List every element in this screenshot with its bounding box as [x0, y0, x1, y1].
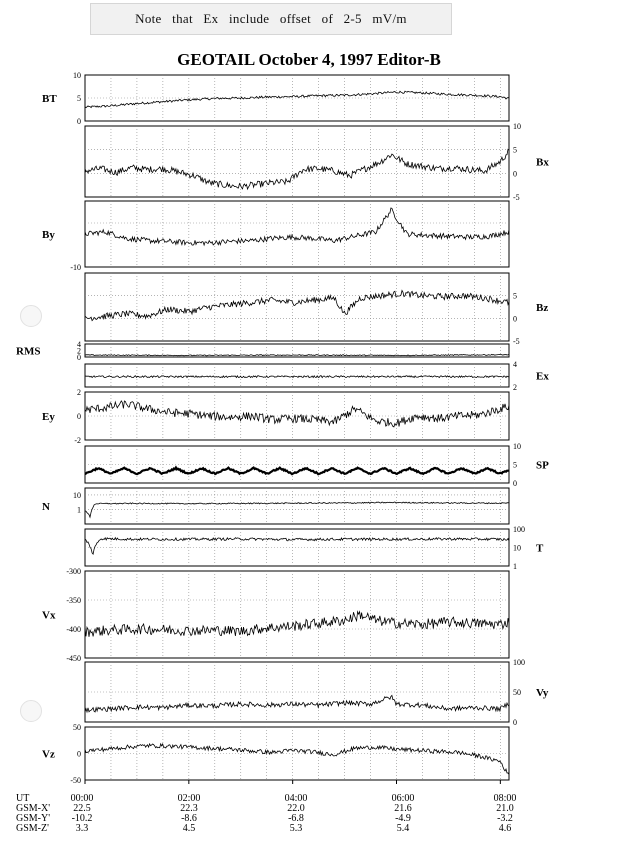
tick-label-bt: 5: [77, 94, 81, 103]
footer-gsm-y: -4.9: [395, 813, 411, 824]
footer-gsm-z: 4.6: [498, 823, 512, 834]
tick-label-ey: -2: [74, 436, 81, 445]
footer-gsm-z: 3.3: [75, 823, 89, 834]
tick-label-bt: 0: [77, 117, 81, 126]
footer-ut: 00:00: [70, 793, 94, 804]
footer-gsm-z: 5.4: [396, 823, 410, 834]
tick-label-rms: 4: [77, 340, 81, 349]
panel-label-ey: Ey: [42, 411, 55, 423]
tick-label-vx: -450: [66, 654, 81, 663]
footer-gsm-x: 22.5: [73, 803, 91, 814]
tick-label-bt: 10: [73, 71, 81, 80]
tick-label-rms: 2: [77, 346, 81, 356]
tick-label-ex: 4: [513, 360, 517, 369]
footer-label-gsm-x: GSM-X': [16, 803, 51, 814]
series-line-sp: [85, 468, 509, 475]
footer-label-ut: UT: [16, 793, 30, 804]
tick-label-bz: 5: [513, 291, 517, 301]
tick-label-bx: 0: [513, 169, 517, 179]
footer-gsm-y: -6.8: [288, 813, 304, 824]
footer-ut: 08:00: [493, 793, 517, 804]
tick-label-sp: 10: [513, 442, 521, 451]
tick-label-vz: 0: [77, 749, 81, 759]
tick-label-bx: 10: [513, 122, 521, 131]
series-line-by: [85, 208, 509, 245]
tick-label-bz: -5: [513, 337, 520, 346]
footer-column-1: [164, 794, 214, 834]
tick-label-by: -10: [70, 263, 81, 272]
footer-ut: 06:00: [391, 793, 415, 804]
panel-frame-bx: [85, 126, 509, 197]
panel-frame-n: [85, 488, 509, 524]
footer-column-4: [480, 794, 530, 834]
footer-ut: 04:00: [284, 793, 308, 804]
panel-frame-vx: [85, 571, 509, 658]
chart-title: GEOTAIL October 4, 1997 Editor-B: [177, 50, 441, 69]
series-line-bt: [85, 91, 509, 107]
footer-column-0: [57, 794, 107, 834]
tick-label-n: 1: [77, 505, 81, 515]
tick-label-vz: 50: [73, 723, 81, 732]
panel-label-bx: Bx: [536, 156, 549, 169]
tick-label-ey: 0: [77, 412, 81, 421]
footer-gsm-x: 22.0: [287, 803, 305, 814]
tick-label-vz: -50: [70, 776, 81, 785]
tick-label-sp: 5: [513, 460, 517, 470]
footer-column-2: [271, 794, 321, 834]
footer-label-gsm-y: GSM-Y': [16, 813, 51, 824]
series-line-vx: [85, 612, 509, 637]
tick-label-n: 10: [73, 490, 81, 500]
panel-label-t: T: [536, 542, 544, 555]
panel-frame-bz: [85, 273, 509, 341]
tick-label-bx: -5: [513, 193, 520, 202]
series-line-bz: [85, 291, 509, 321]
panel-label-ex: Ex: [536, 370, 549, 383]
tick-label-vy: 50: [513, 688, 521, 697]
tick-label-vx: -400: [66, 625, 81, 634]
series-line-bx: [85, 149, 509, 189]
tick-label-ex: 2: [513, 383, 517, 392]
panel-label-bz: Bz: [536, 302, 549, 314]
footer-gsm-y: -8.6: [181, 813, 197, 824]
series-line-ey: [85, 401, 509, 427]
footer-ut: 02:00: [177, 793, 201, 804]
tick-label-vy: 100: [513, 658, 525, 667]
panel-label-by: By: [42, 229, 55, 241]
panel-label-n: N: [42, 501, 50, 513]
footer-gsm-z: 5.3: [289, 823, 303, 834]
series-line-ex: [85, 376, 509, 378]
footer-gsm-x: 21.6: [394, 803, 412, 814]
footer-row-labels: [16, 794, 50, 834]
panel-frame-by: [85, 201, 509, 267]
tick-label-bx: 5: [513, 145, 517, 155]
panel-label-sp: SP: [536, 459, 549, 472]
footer-gsm-y: -3.2: [497, 813, 513, 824]
panel-label-vz: Vz: [42, 748, 55, 761]
footer-gsm-y: -10.2: [71, 813, 93, 824]
series-line-vz: [85, 744, 509, 775]
tick-label-t: 1: [513, 562, 517, 571]
offset-note: Note that Ex include offset of 2-5 mV/m: [90, 3, 452, 35]
panel-label-vy: Vy: [536, 687, 549, 699]
footer-gsm-x: 22.3: [180, 803, 198, 814]
footer-gsm-z: 4.5: [182, 823, 196, 834]
tick-label-sp: 0: [513, 479, 517, 488]
footer-label-gsm-z: GSM-Z': [16, 823, 49, 834]
panel-label-rms: RMS: [16, 345, 41, 358]
panel-label-vx: Vx: [42, 609, 56, 622]
tick-label-t: 10: [513, 543, 521, 553]
tick-label-rms: 0: [77, 353, 81, 362]
series-line-rms: [85, 354, 509, 355]
tick-label-vy: 0: [513, 718, 517, 727]
panel-label-bt: BT: [42, 93, 57, 105]
tick-label-vx: -300: [66, 567, 81, 576]
series-line-vy: [85, 695, 509, 712]
tick-label-bz: 0: [513, 314, 517, 324]
series-line-t: [85, 538, 509, 554]
tick-label-vx: -350: [66, 596, 81, 605]
tick-label-ey: 2: [77, 388, 81, 397]
footer-gsm-x: 21.0: [496, 803, 514, 814]
tick-label-t: 100: [513, 525, 525, 534]
footer-column-3: [378, 794, 428, 834]
